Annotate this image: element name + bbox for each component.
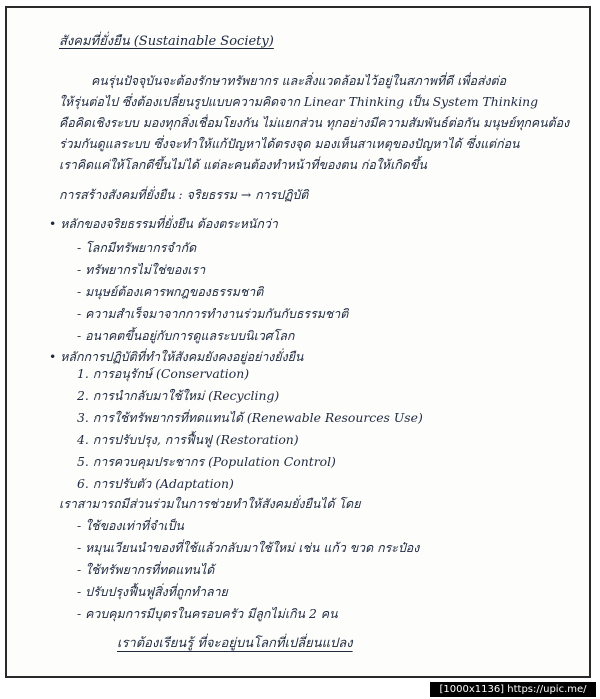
list-item: 2. การนำกลับมาใช้ใหม่ (Recycling): [77, 388, 280, 403]
list-item: 3. การใช้ทรัพยากรที่ทดแทนได้ (Renewable Resources Use): [77, 410, 423, 425]
list-item: 5. การควบคุมประชากร (Population Control): [77, 454, 336, 469]
image-size-watermark: [1000x1136] https://upic.me/: [430, 682, 596, 697]
list-item: - หมุนเวียนนำของที่ใช้แล้วกลับมาใช้ใหม่ เช่น แก้ว ขวด กระป๋อง: [77, 540, 420, 555]
intro-line: คือคิดเชิงระบบ มองทุกสิ่งเชื่อมโยงกัน ไม่แยกส่วน ทุกอย่างมีความสัมพันธ์ต่อกัน มนุษย์ทุกคนต้อง: [59, 115, 570, 130]
participation-line: เราสามารถมีส่วนร่วมในการช่วยทำให้สังคมยั่งยืนได้ โดย: [59, 496, 361, 511]
list-item: - ปรับปรุงฟื้นฟูสิ่งที่ถูกทำลาย: [77, 584, 228, 599]
list-item: - ทรัพยากรไม่ใช่ของเรา: [77, 262, 206, 277]
notebook-page: [5, 6, 591, 678]
list-item: - ควบคุมการมีบุตรในครอบครัว มีลูกไม่เกิน 2 คน: [77, 606, 338, 621]
practice-heading: • หลักการปฏิบัติที่ทำให้สังคมยังคงอยู่อย่างยั่งยืน: [49, 349, 304, 364]
list-item: - ใช้ทรัพยากรที่ทดแทนได้: [77, 562, 215, 577]
intro-line: ให้รุ่นต่อไป ซึ่งต้องเปลี่ยนรูปแบบความคิดจาก Linear Thinking เป็น System Thinking: [59, 94, 539, 109]
list-item: 1. การอนุรักษ์ (Conservation): [77, 366, 250, 381]
page-title: สังคมที่ยั่งยืน (Sustainable Society): [59, 34, 274, 49]
list-item: - มนุษย์ต้องเคารพกฎของธรรมชาติ: [77, 284, 264, 299]
list-item: - โลกมีทรัพยากรจำกัด: [77, 240, 197, 255]
intro-line: คนรุ่นปัจจุบันจะต้องรักษาทรัพยากร และสิ่งแวดล้อมไว้อยู่ในสภาพที่ดี เพื่อส่งต่อ: [91, 73, 507, 88]
ethics-heading: • หลักของจริยธรรมที่ยั่งยืน ต้องตระหนักว่า: [49, 216, 278, 231]
intro-line: ร่วมกันดูแลระบบ ซึ่งจะทำให้แก้ปัญหาได้ตรงจุด มองเห็นสาเหตุของปัญหาได้ ซึ่งแต่ก่อน: [59, 136, 520, 151]
approach-line: การสร้างสังคมที่ยั่งยืน : จริยธรรม → การปฏิบัติ: [59, 187, 309, 202]
list-item: - ใช้ของเท่าที่จำเป็น: [77, 518, 184, 533]
list-item: - อนาคตขึ้นอยู่กับการดูแลระบบนิเวศโลก: [77, 328, 295, 343]
list-item: 6. การปรับตัว (Adaptation): [77, 476, 234, 491]
intro-line: เราคิดแค่ให้โลกดีขึ้นไม่ได้ แต่ละคนต้องทำหน้าที่ของตน ก่อให้เกิดขึ้น: [59, 157, 427, 172]
list-item: - ความสำเร็จมาจากการทำงานร่วมกันกับธรรมชาติ: [77, 306, 349, 321]
closing-heading: เราต้องเรียนรู้ ที่จะอยู่บนโลกที่เปลี่ยนแปลง: [117, 636, 353, 651]
list-item: 4. การปรับปรุง, การฟื้นฟู (Restoration): [77, 432, 299, 447]
